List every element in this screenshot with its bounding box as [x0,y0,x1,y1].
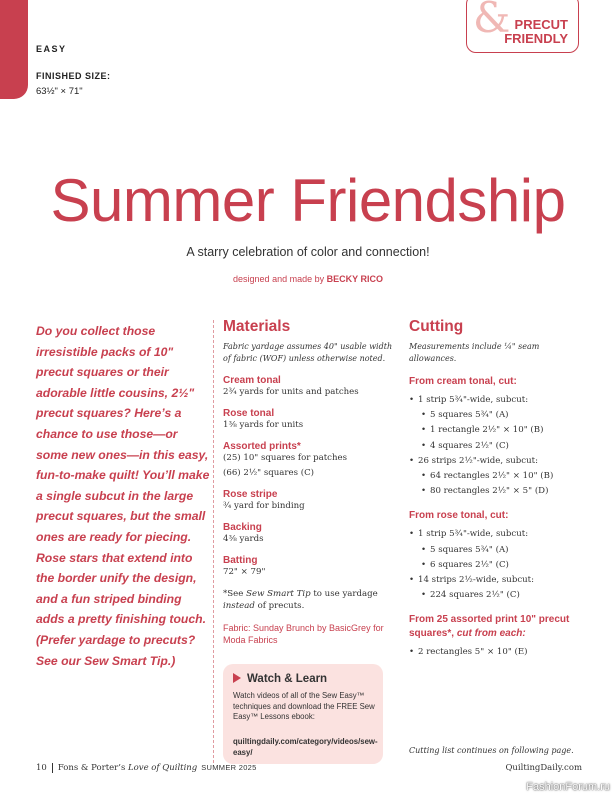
material-detail: (25) 10" squares for patches [223,453,348,463]
watch-learn-box [223,664,383,764]
material-detail: (66) 2½" squares (C) [223,468,315,478]
material-name: Rose tonal [223,408,275,419]
materials-note: Fabric yardage assumes 40" usable width of fabric (WOF) unless otherwise noted. [223,342,393,363]
cut-list-item: • 6 squares 2½" (C) [421,558,579,573]
cut-list-item: • 5 squares 5¾" (A) [421,543,579,558]
material-name: Backing [223,522,262,533]
byline [0,274,616,284]
watch-link[interactable]: quiltingdaily.com/category/videos/sew-easy/ [233,737,378,757]
material-name: Batting [223,555,258,566]
material-name: Assorted prints* [223,441,301,452]
cut-list-item: • 80 rectangles 2½" × 5" (D) [421,484,579,499]
cut-list-item: • 4 squares 2½" (C) [421,439,579,454]
intro-paragraph: Do you collect those irresistible packs of 10" precut squares or their adorable little cousins, 2½" precut squares? Here’s a chance to use those—or some new ones—in this easy, fun-to-make quilt! You’ll make a single subcut in the large precut squares, but the small ones are ready for piecing. Rose stars that extend into the border unify the design, and a fun striped binding adds a pretty finishing touch. (Prefer yardage to precuts? See our Sew Smart Tip.) [36,324,210,668]
cut-list-item: • 1 strip 5¾"-wide, subcut: [409,393,579,408]
cut-list-item: • 224 squares 2½" (C) [421,588,579,603]
material-detail: ¾ yard for binding [223,501,305,511]
subtitle: A starry celebration of color and connection! [186,245,430,259]
fabric-credit: Fabric: Sunday Brunch by BasicGrey for Moda Fabrics [223,623,384,645]
cut-list-item: • 5 squares 5¾" (A) [421,408,579,423]
page-title: Summer Friendship [50,167,566,234]
tip-middle: to use yardage [310,589,378,599]
cut-list-item: • 1 strip 5¾"-wide, subcut: [409,527,579,542]
issue-label: SUMMER 2025 [201,763,257,772]
play-icon [233,673,241,683]
magazine-name-b: Love of Quilting [128,763,198,773]
rose-cut-list [409,527,579,603]
material-detail: 2¾ yards for units and patches [223,387,359,397]
watch-heading [233,673,327,685]
cut-list-item: • 26 strips 2½"-wide, subcut: [409,454,579,469]
cut-list-item: • 64 rectangles 2½" × 10" (B) [421,469,579,484]
cut-list-item: • 14 strips 2½-wide, subcut: [409,573,579,588]
cut-list-item: • 2 rectangles 5" × 10" (E) [409,645,579,660]
prints-heading-main: From 25 assorted print 10" precut squares*, [409,614,570,640]
material-detail: 1⅜ yards for units [223,420,304,430]
watch-body: Watch videos of all of the Sew Easy™ techniques and download the FREE Sew Easy™ Lessons ebook: [233,691,375,721]
rose-cut-heading: From rose tonal, cut: [409,510,509,522]
difficulty-label: EASY [36,44,67,54]
material-detail: 4⅜ yards [223,534,264,544]
material-detail: 72" × 79" [223,567,266,577]
prints-cut-heading [409,613,579,641]
cutting-section [409,318,579,661]
page-number: 10 [36,763,47,773]
badge-line-1: PRECUT [514,17,568,32]
footer-separator [52,763,53,773]
material-name: Rose stripe [223,489,278,500]
material-name: Cream tonal [223,375,281,386]
footer-site: QuiltingDaily.com [505,763,582,773]
tip-emphasis: instead [223,601,255,611]
cutting-heading: Cutting [409,318,464,335]
cutting-note: Measurements include ¼" seam allowances. [409,342,540,363]
prints-heading-emphasis: cut from each: [456,628,526,640]
finished-size-label: FINISHED SIZE: [36,71,111,81]
tip-prefix: *See [223,589,247,599]
cream-cut-heading: From cream tonal, cut: [409,376,517,387]
materials-heading: Materials [223,318,291,335]
sew-smart-tip-note [223,588,401,612]
prints-cut-list [409,645,579,660]
badge-line-2: FRIENDLY [504,31,568,46]
cream-cut-list [409,393,579,499]
cutting-continued-note: Cutting list continues on following page. [409,746,574,755]
ampersand-glyph: & [473,0,511,42]
watermark: FashionForum.ru [526,781,610,793]
byline-prefix: designed and made by [233,274,325,284]
column-divider [213,320,214,763]
footer-left [36,763,257,773]
materials-section [223,318,401,646]
side-tab [0,0,28,99]
tip-suffix: of precuts. [254,601,305,611]
watch-heading-text: Watch & Learn [247,673,328,685]
magazine-name-a: Fons & Porter’s [57,763,129,773]
finished-size-value: 63½" × 71" [36,86,83,97]
precut-friendly-badge [466,0,579,53]
designer-name: BECKY RICO [326,274,383,284]
cut-list-item: • 1 rectangle 2½" × 10" (B) [421,423,579,438]
materials-list [223,375,401,578]
tip-link-text: Sew Smart Tip [246,589,311,599]
